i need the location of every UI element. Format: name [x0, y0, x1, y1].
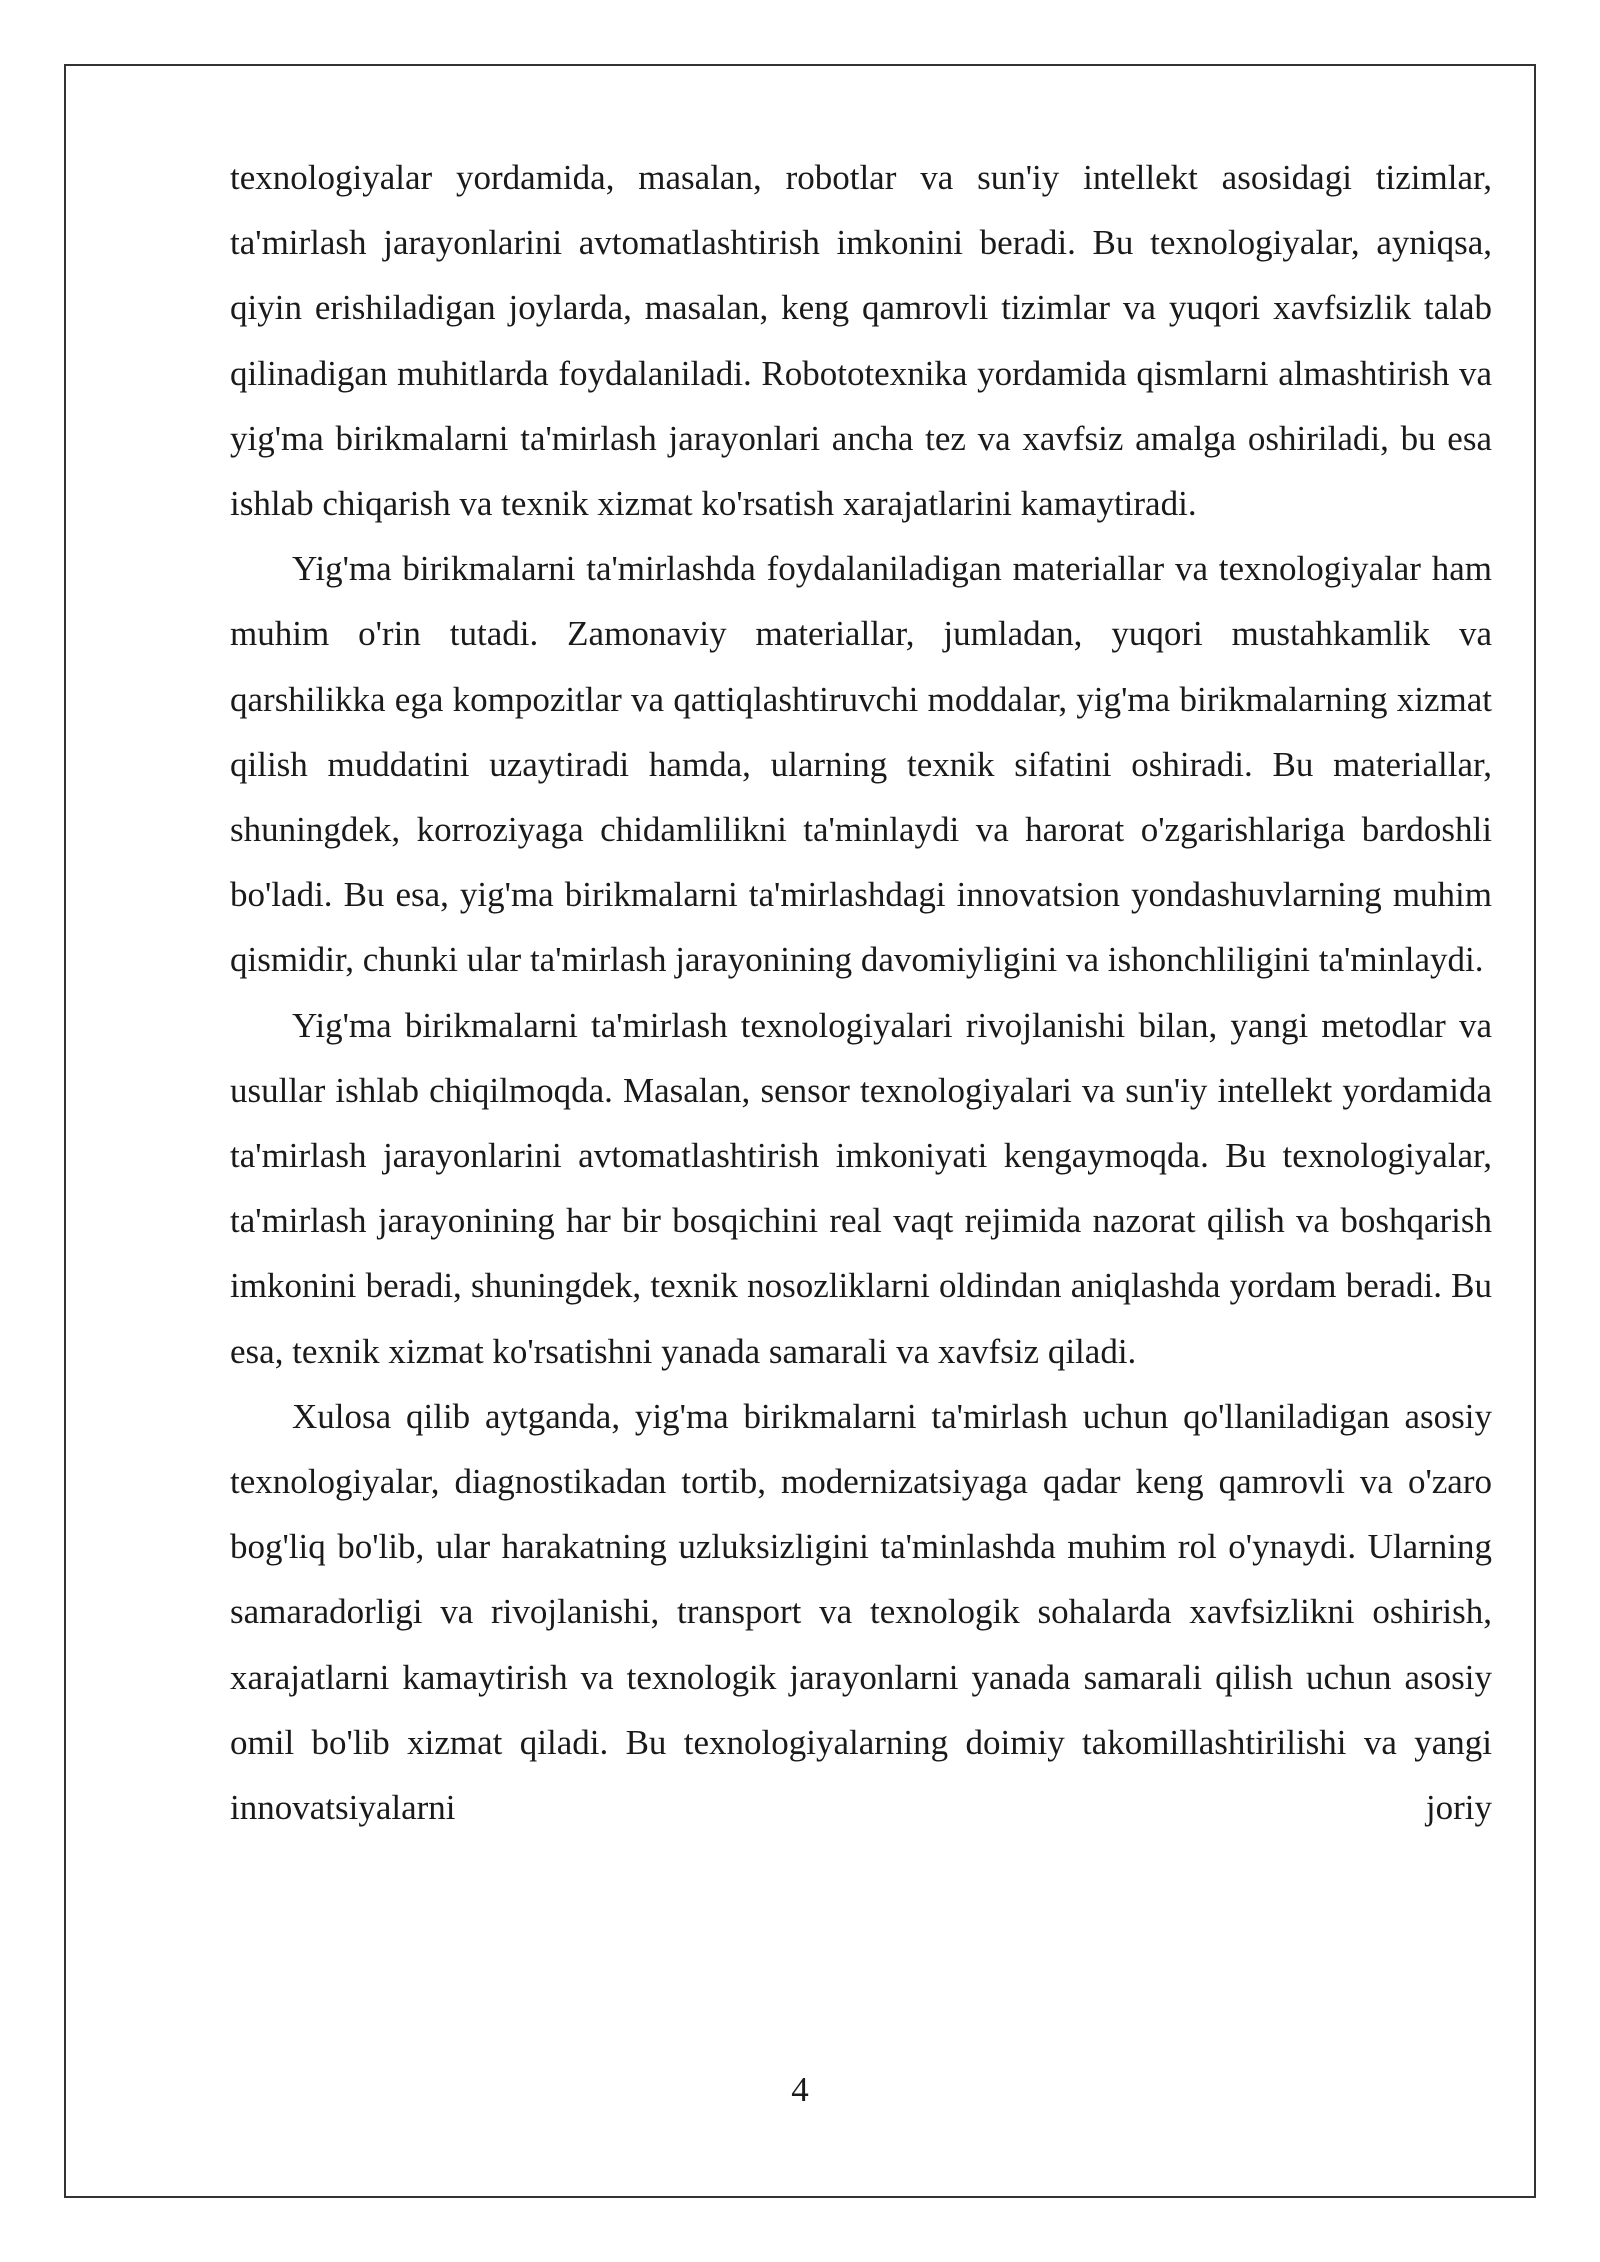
paragraph-2: Yig'ma birikmalarni ta'mirlashda foydalaniladigan materiallar va texnologiyalar ham muhim o'rin tutadi. Zamonaviy materiallar, jumladan, yuqori mustahkamlik va qarshilikka ega kompozitlar va qattiqlashtiruvchi moddalar, yig'ma birikmalarning xizmat qilish muddatini uzaytiradi hamda, ularning texnik sifatini oshiradi. Bu materiallar, shuningdek, korroziyaga chidamlilikni ta'minlaydi va harorat o'zgarishlariga bardoshli bo'ladi. Bu esa, yig'ma birikmalarni ta'mirlashdagi innovatsion yondashuvlarning muhim qismidir, chunki ular ta'mirlash jarayonining davomiyligini va ishonchliligini ta'minlaydi.: [230, 549, 1492, 980]
document-body: [230, 145, 1492, 1840]
paragraph-1: texnologiyalar yordamida, masalan, robotlar va sun'iy intellekt asosidagi tizimlar, ta'mirlash jarayonlarini avtomatlashtirish imkonini beradi. Bu texnologiyalar, ayniqsa, qiyin erishiladigan joylarda, masalan, keng qamrovli tizimlar va yuqori xavfsizlik talab qilinadigan muhitlarda foydalaniladi. Robototexnika yordamida qismlarni almashtirish va yig'ma birikmalarni ta'mirlash jarayonlari ancha tez va xavfsiz amalga oshiriladi, bu esa ishlab chiqarish va texnik xizmat ko'rsatish xarajatlarini kamaytiradi.: [230, 158, 1492, 524]
page-number: 4: [791, 2070, 809, 2109]
paragraph-3: Yig'ma birikmalarni ta'mirlash texnologiyalari rivojlanishi bilan, yangi metodlar va usullar ishlab chiqilmoqda. Masalan, sensor texnologiyalari va sun'iy intellekt yordamida ta'mirlash jarayonlarini avtomatlashtirish imkoniyati kengaymoqda. Bu texnologiyalar, ta'mirlash jarayonining har bir bosqichini real vaqt rejimida nazorat qilish va boshqarish imkonini beradi, shuningdek, texnik nosozliklarni oldindan aniqlashda yordam beradi. Bu esa, texnik xizmat ko'rsatishni yanada samarali va xavfsiz qiladi.: [230, 1005, 1492, 1371]
paragraph-4: Xulosa qilib aytganda, yig'ma birikmalarni ta'mirlash uchun qo'llaniladigan asosiy texnologiyalar, diagnostikadan tortib, modernizatsiyaga qadar keng qamrovli va o'zaro bog'liq bo'lib, ular harakatning uzluksizligini ta'minlashda muhim rol o'ynaydi. Ularning samaradorligi va rivojlanishi, transport va texnologik sohalarda xavfsizlikni oshirish, xarajatlarni kamaytirish va texnologik jarayonlarni yanada samarali qilish uchun asosiy omil bo'lib xizmat qiladi. Bu texnologiyalarning doimiy takomillashtirilishi va yangi innovatsiyalarni joriy: [230, 1396, 1492, 1828]
